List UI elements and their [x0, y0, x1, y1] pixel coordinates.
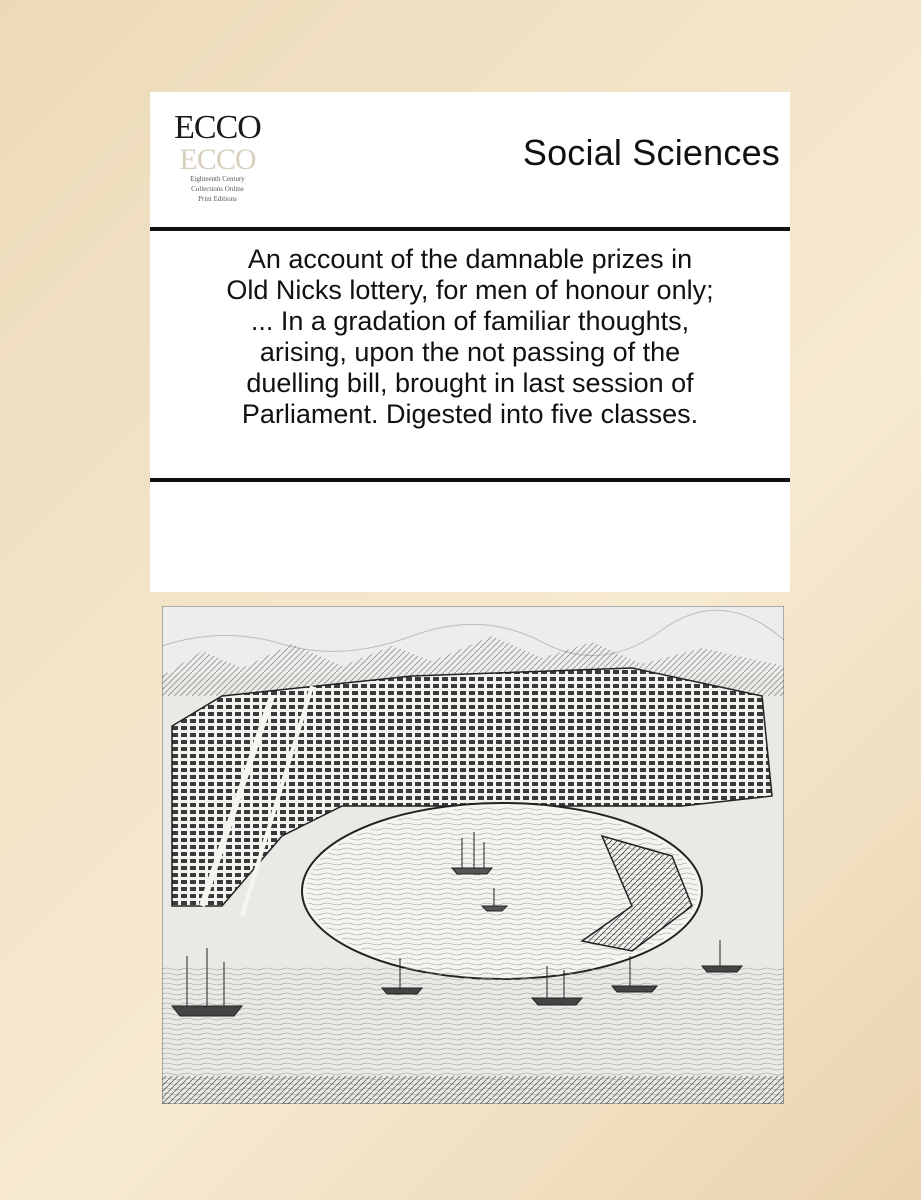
title-line: An account of the damnable prizes in: [247, 244, 693, 274]
title-line: arising, upon the not passing of the: [259, 337, 681, 367]
engraving-illustration: [162, 606, 784, 1104]
bottom-rule: [150, 478, 790, 482]
logo-mark: ECCO: [174, 109, 261, 146]
title-line: ... In a gradation of familiar thoughts,: [250, 306, 690, 336]
logo-caption-1: Eighteenth Century: [190, 175, 245, 183]
top-rule: [150, 227, 790, 231]
harbor-engraving: [162, 606, 784, 1104]
category-label: Social Sciences: [522, 132, 780, 173]
logo-ghost-mark: ECCO: [179, 143, 256, 176]
title-line: Parliament. Digested into five classes.: [241, 399, 699, 429]
title-line: Old Nicks lottery, for men of honour only;: [226, 275, 714, 305]
cover-panel: [150, 92, 790, 592]
ecco-logo: [170, 110, 265, 225]
title-line: duelling bill, brought in last session of: [246, 368, 694, 398]
logo-caption-3: Print Editions: [198, 195, 237, 203]
logo-caption-2: Collections Online: [191, 185, 244, 193]
book-title: [150, 244, 790, 430]
